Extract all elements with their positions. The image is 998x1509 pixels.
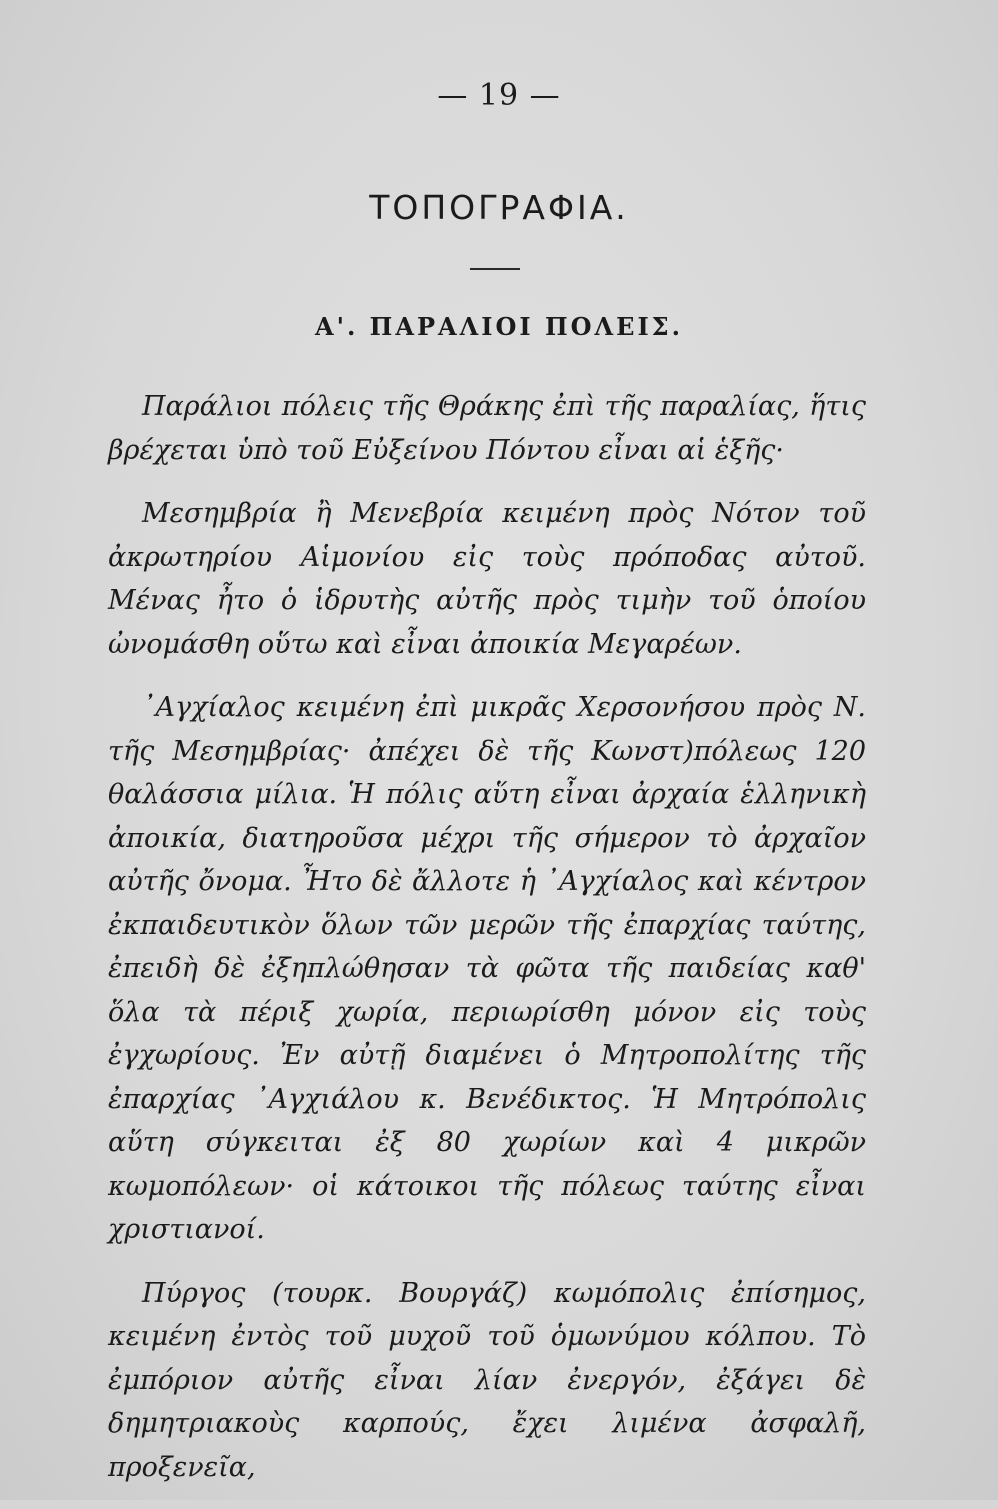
body-text — [108, 385, 866, 1509]
paragraph-intro: Παράλιοι πόλεις τῆς Θράκης ἐπὶ τῆς παραλίας, ἥτις βρέχεται ὑπὸ τοῦ Εὐξείνου Πόντου εἶναι αἱ ἑξῆς· — [108, 391, 866, 466]
paragraph-mesembria: Μεσημβρία ἢ Μενεβρία κειμένη πρὸς Νότον τοῦ ἀκρωτηρίου Αἱμονίου εἰς τοὺς πρόποδας αὐτοῦ. Μένας ἦτο ὁ ἱδρυτὴς αὐτῆς πρὸς τιμὴν τοῦ ὁποίου ὠνομάσθη οὕτω καὶ εἶναι ἀποικία Μεγαρέων. — [108, 498, 866, 660]
section-title: ΤΟΠΟΓΡΑΦΙΑ. — [369, 188, 629, 227]
title-divider — [470, 268, 520, 270]
paragraph-anchialos: ᾿Αγχίαλος κειμένη ἐπὶ μικρᾶς Χερσονήσου πρὸς Ν. τῆς Μεσημβρίας· ἀπέχει δὲ τῆς Κωνστ)πόλεως 120 θαλάσσια μίλια. Ἡ πόλις αὕτη εἶναι ἀρχαία ἑλληνικὴ ἀποικία, διατηροῦσα μέχρι τῆς σήμερον τὸ ἀρχαῖον αὐτῆς ὄνομα. Ἦτο δὲ ἄλλοτε ἡ ᾿Αγχίαλος καὶ κέντρον ἐκπαιδευτικὸν ὅλων τῶν μερῶν τῆς ἐπαρχίας ταύτης, ἐπειδὴ δὲ ἐξηπλώθησαν τὰ φῶτα τῆς παιδείας καθ' ὅλα τὰ πέριξ χωρία, περιωρίσθη μόνον εἰς τοὺς ἐγχωρίους. Ἐν αὐτῇ διαμένει ὁ Μητροπολίτης τῆς ἐπαρχίας ᾿Αγχιάλου κ. Βενέδικτος. Ἡ Μητρόπολις αὕτη σύγκειται ἐξ 80 χωρίων καὶ 4 μικρῶν κωμοπόλεων· οἱ κάτοικοι τῆς πόλεως ταύτης εἶναι χριστιανοί. — [108, 692, 866, 1245]
subsection-title: Α'. ΠΑΡΑΛΙΟΙ ΠΟΛΕΙΣ. — [314, 312, 683, 341]
page-number: — 19 — — [437, 78, 561, 113]
paragraph-pyrgos: Πύργος (τουρκ. Βουργάζ) κωμόπολις ἐπίσημος, κειμένη ἐντὸς τοῦ μυχοῦ τοῦ ὁμωνύμου κόλπου. Τὸ ἐμπόριον αὐτῆς εἶναι λίαν ἐνεργόν, ἐξάγει δὲ δημητριακοὺς καρπούς, ἔχει λιμένα ἀσφαλῆ, προξενεῖα, — [108, 1277, 866, 1483]
